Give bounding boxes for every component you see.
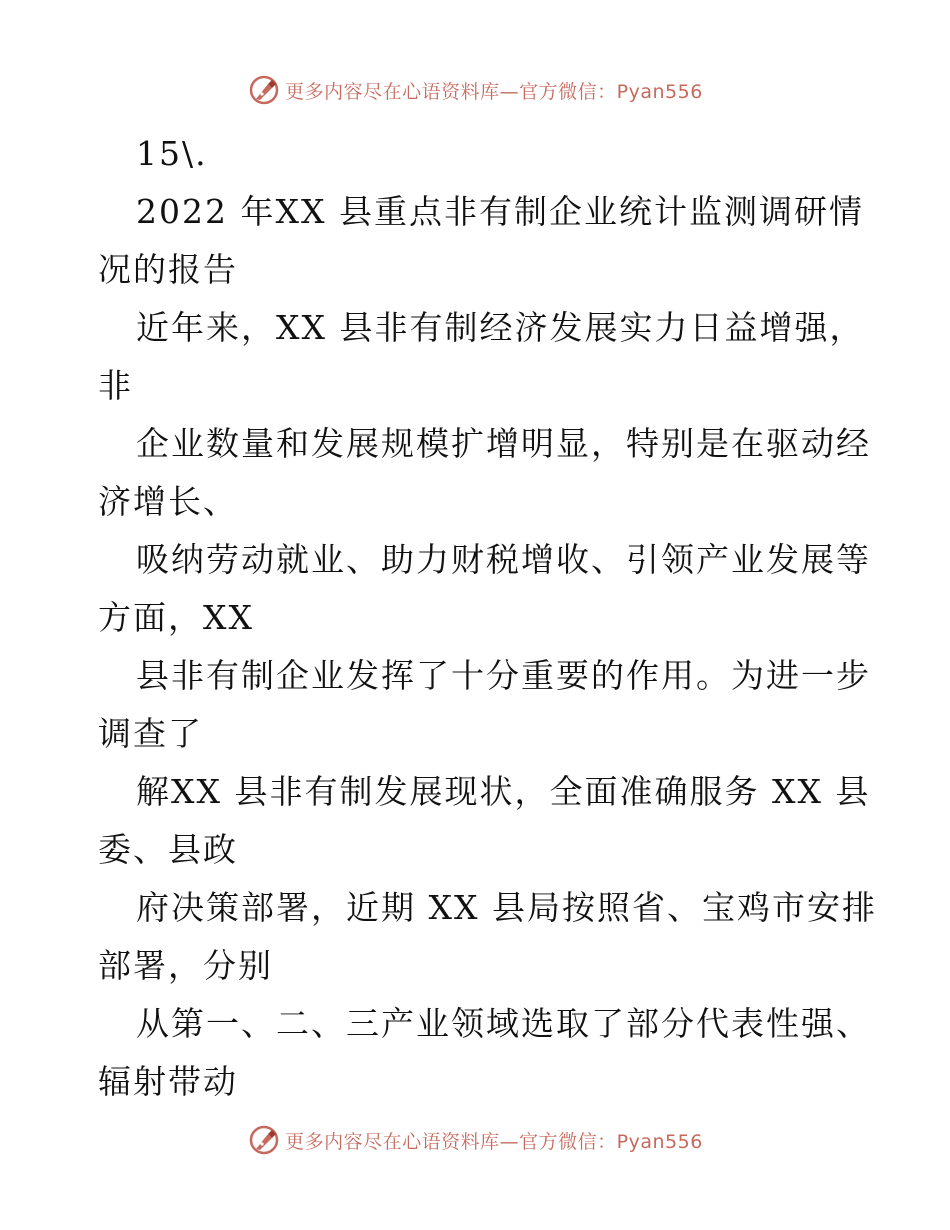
text-line: 县非有制企业发挥了十分重要的作用。为进一步 bbox=[136, 656, 871, 695]
text-line: 方面，XX bbox=[98, 598, 254, 637]
watermark-text: 更多内容尽在心语资料库—官方微信：Pyan556 bbox=[285, 1130, 703, 1153]
footer-watermark bbox=[0, 1120, 950, 1160]
text-line: 委、县政 bbox=[98, 830, 238, 869]
text-line: 2022 年XX 县重点非有制企业统计监测调研情 bbox=[136, 192, 864, 231]
pen-nib-logo-icon bbox=[247, 73, 281, 107]
watermark-text: 更多内容尽在心语资料库—官方微信：Pyan556 bbox=[285, 80, 703, 103]
text-line: 近年来，XX 县非有制经济发展实力日益增强， bbox=[136, 308, 865, 347]
text-line: 15\. bbox=[136, 134, 208, 173]
document-body bbox=[98, 125, 877, 1111]
text-line: 部署，分别 bbox=[98, 946, 273, 985]
pen-nib-logo-icon bbox=[247, 1123, 281, 1157]
text-line: 从第一、二、三产业领域选取了部分代表性强、 bbox=[136, 1004, 871, 1043]
text-line: 府决策部署，近期 XX 县局按照省、宝鸡市安排 bbox=[136, 888, 877, 927]
header-watermark bbox=[0, 70, 950, 110]
text-line: 非 bbox=[98, 366, 133, 405]
text-line: 济增长、 bbox=[98, 482, 238, 521]
text-line: 辐射带动 bbox=[98, 1062, 238, 1101]
text-line: 调查了 bbox=[98, 714, 203, 753]
text-line: 解XX 县非有制发展现状，全面准确服务 XX 县 bbox=[136, 772, 871, 811]
text-line: 企业数量和发展规模扩增明显，特别是在驱动经 bbox=[136, 424, 871, 463]
text-line: 况的报告 bbox=[98, 250, 238, 289]
text-line: 吸纳劳动就业、助力财税增收、引领产业发展等 bbox=[136, 540, 871, 579]
